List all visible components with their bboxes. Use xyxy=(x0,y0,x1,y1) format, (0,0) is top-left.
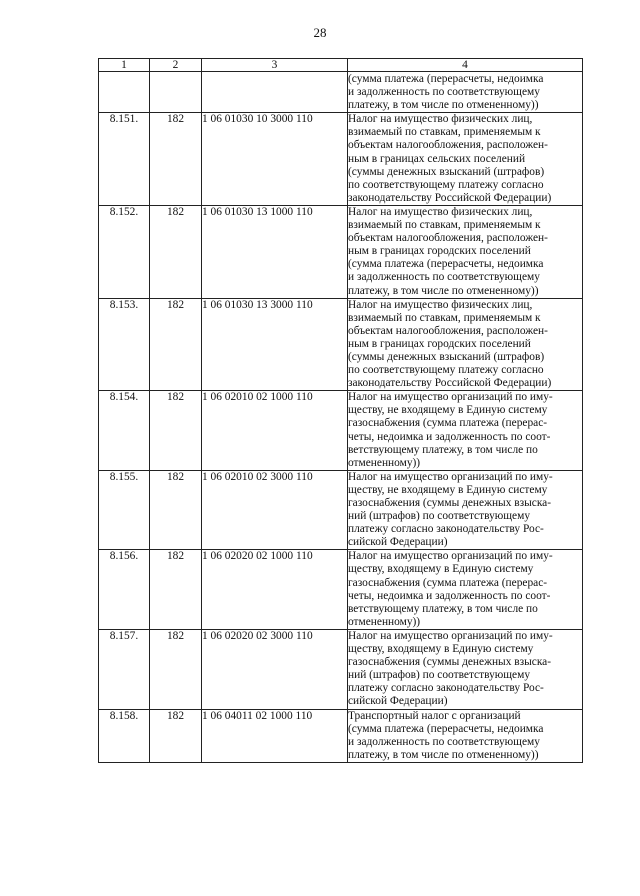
description-line: ветствующему платежу, в том числе по xyxy=(348,602,538,615)
column-header-3: 3 xyxy=(202,59,348,72)
description-line: платежу, в том числе по отмененному)) xyxy=(348,284,539,297)
description-line: взимаемый по ставкам, применяемым к xyxy=(348,126,541,139)
description-line: по соответствующему платежу согласно xyxy=(348,364,544,377)
continuation-admin-cell xyxy=(150,72,202,113)
revenue-description xyxy=(348,391,583,471)
administrator-code: 182 xyxy=(150,709,202,762)
revenue-description xyxy=(348,113,583,206)
administrator-code: 182 xyxy=(150,629,202,709)
budget-classification-code: 1 06 02010 02 3000 110 xyxy=(202,470,348,550)
description-line: ветствующему платежу, в том числе по xyxy=(348,443,538,456)
description-line: четы, недоимка и задолженность по соот- xyxy=(348,589,551,602)
description-line: ным в границах городских поселений xyxy=(348,245,531,258)
description-line: ний (штрафов) по соответствующему xyxy=(348,669,531,682)
column-header-4: 4 xyxy=(348,59,583,72)
table-row xyxy=(99,113,583,206)
description-line: четы, недоимка и задолженность по соот- xyxy=(348,430,551,443)
description-line: объектам налогообложения, расположен- xyxy=(348,324,548,337)
description-line: отмененному)) xyxy=(348,615,421,628)
budget-classification-code: 1 06 04011 02 1000 110 xyxy=(202,709,348,762)
description-line: взимаемый по ставкам, применяемым к xyxy=(348,219,541,232)
description-line: ний (штрафов) по соответствующему xyxy=(348,510,531,523)
administrator-code: 182 xyxy=(150,391,202,471)
row-number: 8.158. xyxy=(99,709,150,762)
description-line: ществу, не входящему в Единую систему xyxy=(348,404,548,417)
description-line: Налог на имущество организаций по иму- xyxy=(348,391,553,404)
description-line: Налог на имущество физических лиц, xyxy=(348,205,533,218)
description-line: (суммы денежных взысканий (штрафов) xyxy=(348,350,545,363)
continuation-kbk-cell xyxy=(202,72,348,113)
description-line: Налог на имущество организаций по иму- xyxy=(348,550,553,563)
table-row xyxy=(99,709,583,762)
description-line: (сумма платежа (перерасчеты, недоимка xyxy=(348,73,544,85)
table-header-row xyxy=(99,59,583,72)
description-line: объектам налогообложения, расположен- xyxy=(348,139,548,152)
table-row xyxy=(99,550,583,630)
administrator-code: 182 xyxy=(150,470,202,550)
column-header-1: 1 xyxy=(99,59,150,72)
row-number: 8.152. xyxy=(99,205,150,298)
description-line: и задолженность по соответствующему xyxy=(348,735,540,748)
description-line: ществу, входящему в Единую систему xyxy=(348,643,534,656)
description-line: платежу согласно законодательству Рос- xyxy=(348,682,544,695)
description-line: и задолженность по соответствующему xyxy=(348,86,540,99)
budget-classification-code: 1 06 02010 02 1000 110 xyxy=(202,391,348,471)
description-line: объектам налогообложения, расположен- xyxy=(348,232,548,245)
administrator-code: 182 xyxy=(150,298,202,391)
description-line: Транспортный налог с организаций xyxy=(348,709,521,722)
description-line: (суммы денежных взысканий (штрафов) xyxy=(348,165,545,178)
row-number: 8.153. xyxy=(99,298,150,391)
budget-classification-code: 1 06 02020 02 1000 110 xyxy=(202,550,348,630)
revenue-description xyxy=(348,709,583,762)
description-line: ществу, не входящему в Единую систему xyxy=(348,483,548,496)
description-line: ществу, входящему в Единую систему xyxy=(348,563,534,576)
row-number: 8.156. xyxy=(99,550,150,630)
description-line: законодательству Российской Федерации) xyxy=(348,377,552,390)
budget-classification-table xyxy=(98,58,583,763)
continuation-description xyxy=(348,72,583,113)
description-line: платежу, в том числе по отмененному)) xyxy=(348,99,539,112)
description-line: Налог на имущество физических лиц, xyxy=(348,298,533,311)
description-line: Налог на имущество организаций по иму- xyxy=(348,470,553,483)
revenue-description xyxy=(348,470,583,550)
description-line: законодательству Российской Федерации) xyxy=(348,191,552,204)
description-line: сийской Федерации) xyxy=(348,536,448,549)
description-line: по соответствующему платежу согласно xyxy=(348,178,544,191)
description-line: Налог на имущество организаций по иму- xyxy=(348,629,553,642)
description-line: газоснабжения (суммы денежных взыска- xyxy=(348,656,552,669)
row-number: 8.157. xyxy=(99,629,150,709)
row-number: 8.154. xyxy=(99,391,150,471)
revenue-description xyxy=(348,550,583,630)
budget-classification-code: 1 06 01030 13 1000 110 xyxy=(202,205,348,298)
row-number: 8.151. xyxy=(99,113,150,206)
budget-classification-code: 1 06 01030 10 3000 110 xyxy=(202,113,348,206)
revenue-description xyxy=(348,629,583,709)
description-line: (сумма платежа (перерасчеты, недоимка xyxy=(348,722,544,735)
administrator-code: 182 xyxy=(150,205,202,298)
description-line: Налог на имущество физических лиц, xyxy=(348,113,533,126)
row-number: 8.155. xyxy=(99,470,150,550)
table-row xyxy=(99,629,583,709)
budget-classification-code: 1 06 02020 02 3000 110 xyxy=(202,629,348,709)
table-row xyxy=(99,470,583,550)
description-line: газоснабжения (суммы денежных взыска- xyxy=(348,497,552,509)
revenue-description xyxy=(348,205,583,298)
revenue-description xyxy=(348,298,583,391)
description-line: платежу, в том числе по отмененному)) xyxy=(348,748,539,761)
page-number: 28 xyxy=(313,25,327,40)
continuation-num-cell xyxy=(99,72,150,113)
description-line: и задолженность по соответствующему xyxy=(348,271,540,284)
continuation-row xyxy=(99,72,583,113)
table-row xyxy=(99,391,583,471)
description-line: (сумма платежа (перерасчеты, недоимка xyxy=(348,258,544,271)
column-header-2: 2 xyxy=(150,59,202,72)
administrator-code: 182 xyxy=(150,113,202,206)
description-line: взимаемый по ставкам, применяемым к xyxy=(348,311,541,324)
description-line: сийской Федерации) xyxy=(348,695,448,708)
description-line: газоснабжения (сумма платежа (перерас- xyxy=(348,576,548,589)
table-row xyxy=(99,298,583,391)
description-line: ным в границах сельских поселений xyxy=(348,152,526,165)
budget-classification-code: 1 06 01030 13 3000 110 xyxy=(202,298,348,391)
administrator-code: 182 xyxy=(150,550,202,630)
description-line: платежу согласно законодательству Рос- xyxy=(348,523,544,536)
table-row xyxy=(99,205,583,298)
description-line: ным в границах городских поселений xyxy=(348,337,531,350)
description-line: газоснабжения (сумма платежа (перерас- xyxy=(348,417,548,430)
description-line: отмененному)) xyxy=(348,456,421,469)
